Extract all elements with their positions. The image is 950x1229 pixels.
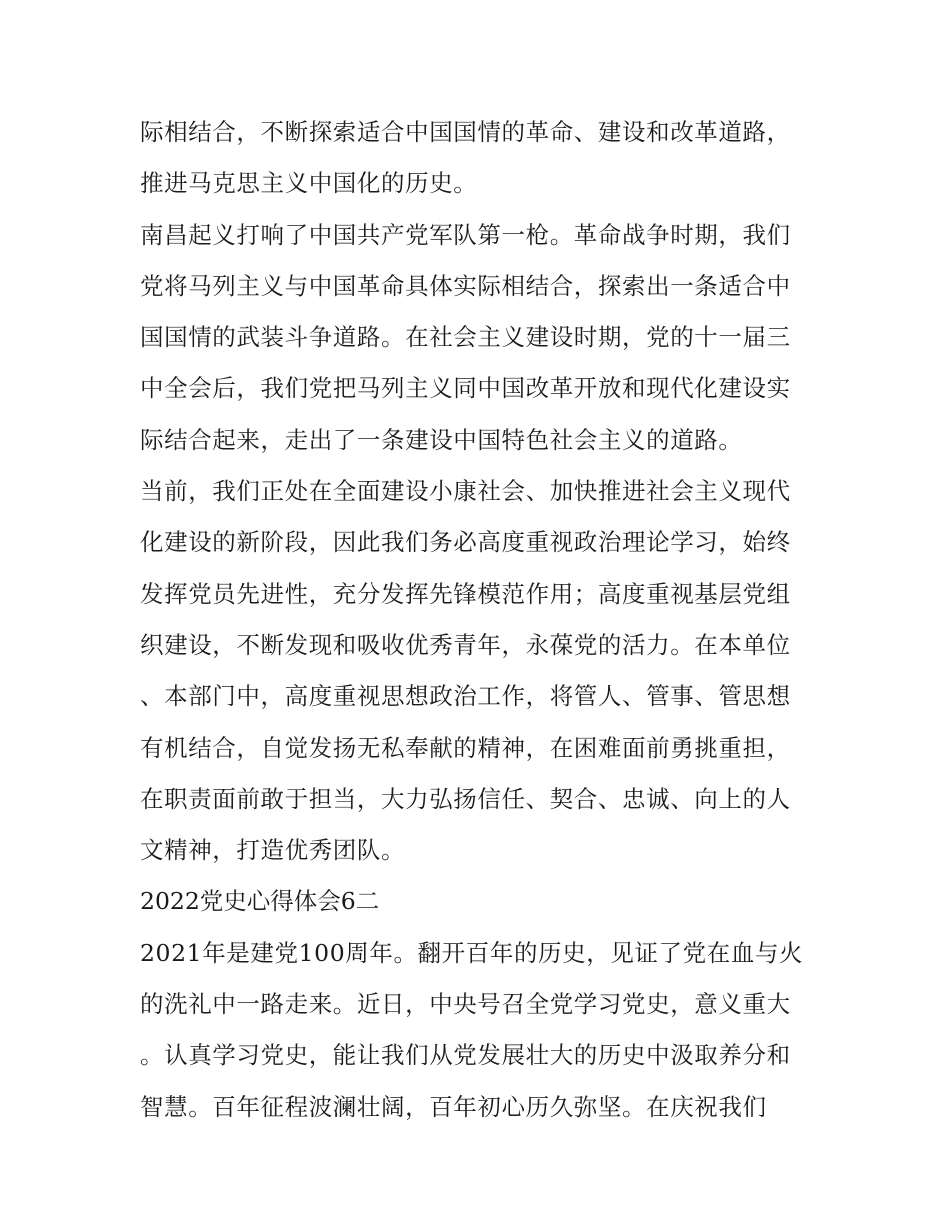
paragraph-centenary: 2021年是建党100周年。翻开百年的历史，见证了党在血与火的洗礼中一路走来。近日，中央号召全党学习党史，意义重大。认真学习党史，能让我们从党发展壮大的历史中汲取养分和智慧。百年征程波澜壮阔，百年初心历久弥坚。在庆祝我们 [140,938,804,1121]
paragraph-current-stage: 当前，我们正处在全面建设小康社会、加快推进社会主义现代化建设的新阶段，因此我们务必高度重视政治理论学习，始终发挥党员先进性，充分发挥先锋模范作用；高度重视基层党组织建设，不断发现和吸收优秀青年，永葆党的活力。在本单位、本部门中，高度重视思想政治工作，将管人、管事、管思想有机结合，自觉发扬无私奉献的精神，在困难面前勇挑重担，在职责面前敢于担当，大力弘扬信任、契合、忠诚、向上的人文精神，打造优秀团队。 [140,477,791,865]
document-body [140,107,812,1133]
paragraph-continuation: 际相结合，不断探索适合中国国情的革命、建设和改革道路，推进马克思主义中国化的历史。 [140,118,791,198]
section-heading: 2022党史心得体会6二 [140,887,380,916]
paragraph-nanchang-uprising: 南昌起义打响了中国共产党军队第一枪。革命战争时期，我们党将马列主义与中国革命具体实际相结合，探索出一条适合中国国情的武装斗争道路。在社会主义建设时期，党的十一届三中全会后，我们党把马列主义同中国改革开放和现代化建设实际结合起来，走出了一条建设中国特色社会主义的道路。 [140,220,791,454]
